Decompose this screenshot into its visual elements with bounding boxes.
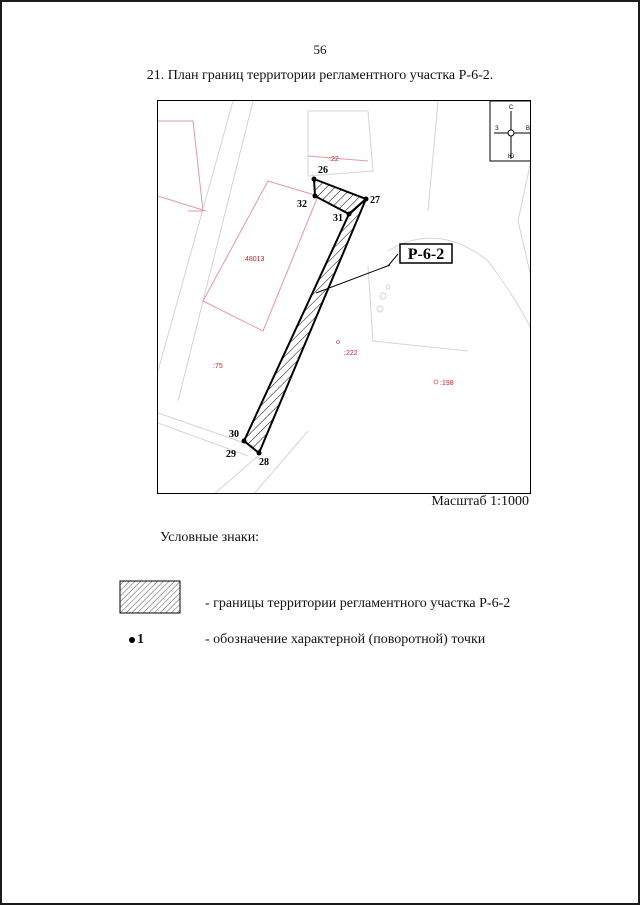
legend-hatch-description: - границы территории регламентного участка Р-6-2 xyxy=(205,596,511,611)
point-label: 28 xyxy=(259,457,269,468)
page-title: 21. План границ территории регламентного участка Р-6-2. xyxy=(146,68,494,83)
map-canvas xyxy=(158,101,531,494)
point-31-marker xyxy=(347,212,352,217)
page-number: 56 xyxy=(313,42,327,57)
cadastral-label: :22 xyxy=(329,156,339,163)
legend-point-number: 1 xyxy=(137,632,144,647)
zone-polygon-r-6-2 xyxy=(244,179,366,453)
point-label: 29 xyxy=(226,449,236,460)
cadastral-label: :75 xyxy=(213,363,223,370)
compass-rose xyxy=(490,101,531,161)
point-label: 32 xyxy=(297,199,307,210)
cadastral-label: :48013 xyxy=(243,256,265,263)
legend-point-symbol xyxy=(129,632,144,648)
legend-title: Условные знаки: xyxy=(160,530,260,545)
point-32-marker xyxy=(313,194,318,199)
map-scale: Масштаб 1:1000 xyxy=(431,494,529,509)
point-dot-icon xyxy=(129,637,135,643)
point-label: 30 xyxy=(229,429,239,440)
zone-leader-line xyxy=(388,254,398,266)
cadastral-label: :222 xyxy=(344,350,358,357)
base-map-lines xyxy=(158,101,531,494)
document-page xyxy=(2,2,638,903)
cadastral-label: :198 xyxy=(440,380,454,387)
zone-label: Р-6-2 xyxy=(407,246,445,263)
zone-label-box xyxy=(400,244,452,263)
cadastral-parcel-lines xyxy=(158,121,368,331)
legend-hatch-swatch xyxy=(119,580,181,614)
point-26-marker xyxy=(312,177,317,182)
point-27-marker xyxy=(364,197,369,202)
compass-south: Ю xyxy=(507,154,515,160)
point-label: 27 xyxy=(370,195,380,206)
point-label: 26 xyxy=(318,165,328,176)
legend-point-description: - обозначение характерной (поворотной) точки xyxy=(205,632,486,647)
point-28-marker xyxy=(257,451,262,456)
compass-north: С xyxy=(508,105,514,111)
point-30-marker xyxy=(242,439,247,444)
compass-west: З xyxy=(495,126,499,132)
compass-east: В xyxy=(526,126,531,132)
boundary-plan-map xyxy=(157,100,531,494)
point-label: 31 xyxy=(333,213,343,224)
